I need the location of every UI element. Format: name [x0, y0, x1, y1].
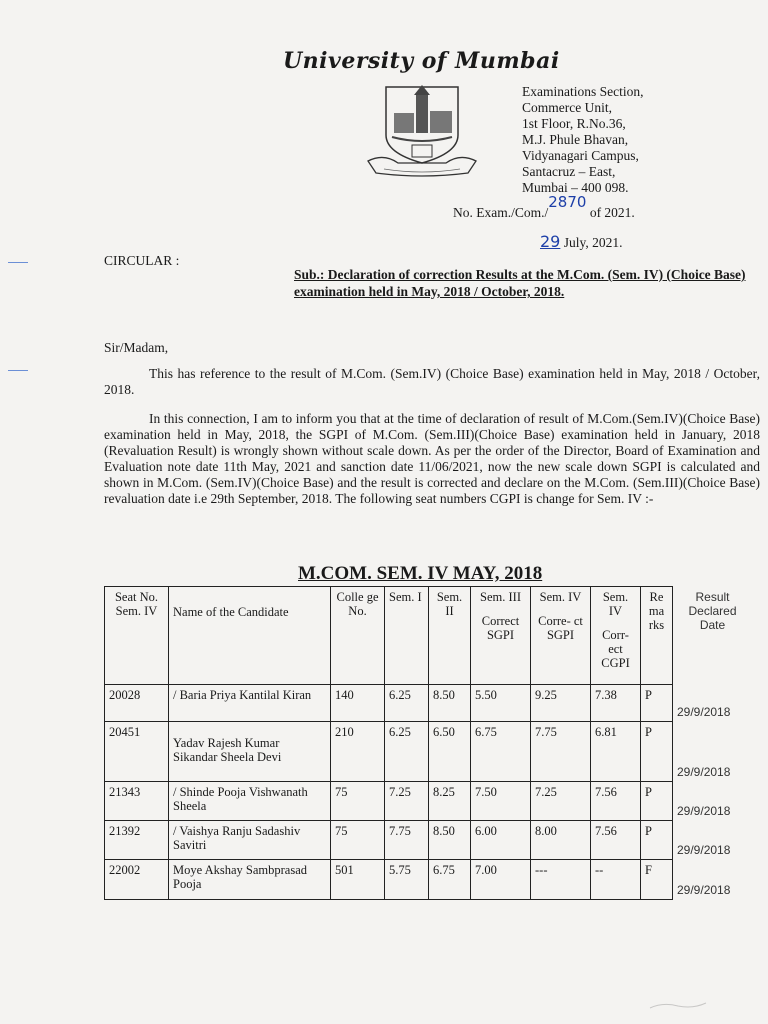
cell-sem1: 7.75: [385, 821, 429, 860]
cell-sem3: 6.75: [471, 722, 531, 782]
table-row: [105, 782, 753, 821]
header-college: Colle ge No.: [331, 587, 385, 685]
cell-sem3: 5.50: [471, 685, 531, 722]
table-header-row: [105, 587, 753, 685]
header-sem3: [471, 587, 531, 685]
cell-seat: 20451: [105, 722, 169, 782]
cell-sem1: 5.75: [385, 860, 429, 900]
cell-sem2: 6.50: [429, 722, 471, 782]
cell-sem4: 9.25: [531, 685, 591, 722]
cell-sem3: 6.00: [471, 821, 531, 860]
cell-sem3: 7.50: [471, 782, 531, 821]
cell-sem4: 7.75: [531, 722, 591, 782]
header-sem4-label: Sem. IV: [539, 590, 582, 604]
address-line: Examinations Section,: [522, 84, 644, 99]
cell-sem1: 6.25: [385, 722, 429, 782]
cell-sem1: 6.25: [385, 685, 429, 722]
cell-result-date: 29/9/2018: [677, 704, 731, 719]
header-sem4: [531, 587, 591, 685]
circular-label: CIRCULAR :: [104, 253, 180, 268]
cell-college: 501: [331, 860, 385, 900]
circular-date: [540, 232, 623, 251]
ref-suffix: of 2021.: [589, 205, 635, 220]
paragraph-reference: [104, 366, 760, 398]
cell-sem4: 8.00: [531, 821, 591, 860]
header-sem3-label: Sem. III: [480, 590, 521, 604]
table-title: M.COM. SEM. IV MAY, 2018: [298, 563, 543, 584]
header-sem1: Sem. I: [385, 587, 429, 685]
header-sem4c-note: Corr- ect CGPI: [601, 628, 630, 670]
paragraph-details: [104, 411, 760, 507]
table-row: [105, 821, 753, 860]
header-sem4-cgpi: [591, 587, 641, 685]
table-row: [105, 685, 753, 722]
cell-sem4: 7.25: [531, 782, 591, 821]
cell-college: 140: [331, 685, 385, 722]
cell-name: / Baria Priya Kantilal Kiran: [169, 685, 331, 722]
cell-seat: 22002: [105, 860, 169, 900]
cell-result-date: 29/9/2018: [677, 803, 731, 818]
address-line: Vidyanagari Campus,: [522, 148, 639, 163]
cell-sem4: ---: [531, 860, 591, 900]
university-title: University of Mumbai: [283, 48, 560, 74]
reference-number: [453, 193, 635, 221]
ref-prefix: No. Exam./Com./: [453, 205, 549, 220]
cell-seat: 21392: [105, 821, 169, 860]
cell-name: Yadav Rajesh Kumar Sikandar Sheela Devi: [169, 722, 331, 782]
header-sem3-note: Correct SGPI: [481, 614, 520, 642]
cell-name: Moye Akshay Sambprasad Pooja: [169, 860, 331, 900]
cell-result-date: 29/9/2018: [677, 842, 731, 857]
header-name: Name of the Candidate: [169, 587, 331, 685]
cell-college: 210: [331, 722, 385, 782]
address-line: Santacruz – East,: [522, 164, 616, 179]
margin-mark: [8, 262, 28, 263]
cell-remarks: P: [641, 821, 673, 860]
cell-remarks: P: [641, 782, 673, 821]
university-seal-icon: [364, 83, 480, 183]
address-line: M.J. Phule Bhavan,: [522, 132, 629, 147]
cell-seat: 21343: [105, 782, 169, 821]
cell-result-date: 29/9/2018: [677, 764, 731, 779]
cell-cgpi: --: [591, 860, 641, 900]
cell-college: 75: [331, 782, 385, 821]
address-line: 1st Floor, R.No.36,: [522, 116, 626, 131]
cell-remarks: F: [641, 860, 673, 900]
address-line: Mumbai – 400 098.: [522, 180, 629, 195]
cell-cgpi: 6.81: [591, 722, 641, 782]
cell-remarks: P: [641, 685, 673, 722]
results-table: [104, 586, 753, 900]
cell-sem3: 7.00: [471, 860, 531, 900]
cell-result-date: 29/9/2018: [677, 882, 731, 897]
date-suffix: July, 2021.: [563, 235, 623, 250]
header-sem4-note: Corre- ct SGPI: [538, 614, 583, 642]
paragraph-text: This has reference to the result of M.Com. (Sem.IV) (Choice Base) examination held in May, 2018 / October, 2018.: [104, 366, 760, 397]
cell-sem2: 8.50: [429, 821, 471, 860]
header-result-date: Result Declared Date: [688, 589, 737, 632]
date-handwritten-day: 29: [540, 232, 561, 251]
cell-cgpi: 7.56: [591, 782, 641, 821]
section-address: [522, 84, 643, 196]
cell-sem2: 8.25: [429, 782, 471, 821]
cell-remarks: P: [641, 722, 673, 782]
table-row: [105, 722, 753, 782]
cell-sem1: 7.25: [385, 782, 429, 821]
ref-handwritten-number: 2870: [548, 193, 587, 211]
margin-mark: [8, 370, 28, 371]
cell-seat: 20028: [105, 685, 169, 722]
cell-name: / Shinde Pooja Vishwanath Sheela: [169, 782, 331, 821]
salutation: Sir/Madam,: [104, 340, 169, 355]
header-sem4c-label: Sem. IV: [602, 590, 629, 618]
cell-sem2: 6.75: [429, 860, 471, 900]
table-row: [105, 860, 753, 900]
subject-line: Sub.: Declaration of correction Results at the M.Com. (Sem. IV) (Choice Base) examination held in May, 2018 / October, 2018.: [294, 267, 746, 299]
cell-college: 75: [331, 821, 385, 860]
paper-smudge: [648, 1000, 708, 1010]
address-line: Commerce Unit,: [522, 100, 612, 115]
header-remarks: Re ma rks: [641, 587, 673, 685]
cell-name: / Vaishya Ranju Sadashiv Savitri: [169, 821, 331, 860]
header-seat: Seat No. Sem. IV: [105, 587, 169, 685]
cell-sem2: 8.50: [429, 685, 471, 722]
cell-cgpi: 7.56: [591, 821, 641, 860]
header-sem2: Sem. II: [429, 587, 471, 685]
paragraph-text: In this connection, I am to inform you that at the time of declaration of result of M.Com.(Sem.IV)(Choice Base) examination held in May, 2018, the SGPI of M.Com. (Sem.III)(Choice Base) examination held in January, 2018 (Revaluation Result) is wrongly shown without scale down. As per the order of the Director, Board of Examination and Evaluation note date 11th May, 2021 and sanction date 11/06/2021, now the new scale down SGPI is calculated and shown in M.Com. (Sem.IV)(Choice Base) and the result is corrected and declare on the M.Com. (Sem.III)(Choice Base) revaluation date i.e 29th September, 2018. The following seat numbers CGPI is change for Sem. IV :-: [104, 411, 760, 506]
cell-cgpi: 7.38: [591, 685, 641, 722]
